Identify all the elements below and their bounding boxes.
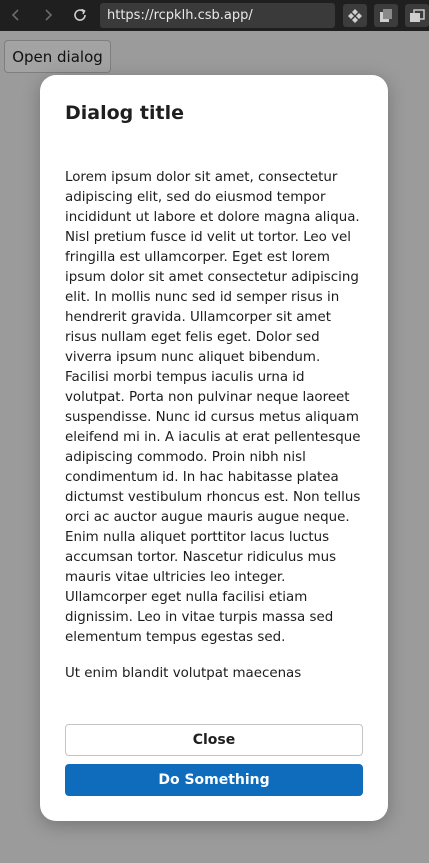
dialog-body[interactable] xyxy=(65,168,365,709)
dialog-paragraph: Ut enim blandit volutpat maecenas xyxy=(65,666,302,681)
forward-arrow-icon[interactable] xyxy=(37,4,59,26)
dialog-title: Dialog title xyxy=(65,102,184,124)
open-dialog-button[interactable]: Open dialog xyxy=(4,40,111,73)
dialog xyxy=(40,75,388,821)
close-button[interactable]: Close xyxy=(65,724,363,756)
reload-icon[interactable] xyxy=(69,4,91,26)
address-bar[interactable]: https://rcpklh.csb.app/ xyxy=(100,3,335,28)
windows-icon[interactable] xyxy=(405,4,429,27)
browser-toolbar xyxy=(0,0,429,31)
back-arrow-icon[interactable] xyxy=(5,4,27,26)
copy-icon[interactable] xyxy=(374,4,398,27)
dialog-paragraph: Lorem ipsum dolor sit amet, consectetur adipiscing elit, sed do eiusmod tempor incididunt ut labore et dolore magna aliqua. Nisl pretium fusce id velit ut tortor. Leo vel fringilla est ullamcorper. Eget est lorem ipsum dolor sit amet consectetur adipiscing elit. In mollis nunc sed id semper risus in hendrerit gravida. Ullamcorper sit amet risus nullam eget felis eget. Dolor sed viverra ipsum nunc aliquet bibendum. Facilisi morbi tempus iaculis urna id volutpat. Porta non pulvinar neque laoreet suspendisse. Nunc id cursus metus aliquam eleifend mi in. A iaculis at erat pellentesque adipiscing commodo. Proin nibh nisl condimentum id. In hac habitasse platea dictumst vestibulum rhoncus est. Non tellus orci ac auctor augue mauris augue neque. Enim nulla aliquet porttitor lacus luctus accumsan tortor. Nascetur ridiculus mus mauris vitae ultricies leo integer. Ullamcorper eget nulla facilisi etiam dignissim. Leo in vitae turpis massa sed elementum tempus egestas sed. xyxy=(65,170,361,645)
do-something-button[interactable]: Do Something xyxy=(65,764,363,796)
extension-icon[interactable] xyxy=(343,4,367,27)
